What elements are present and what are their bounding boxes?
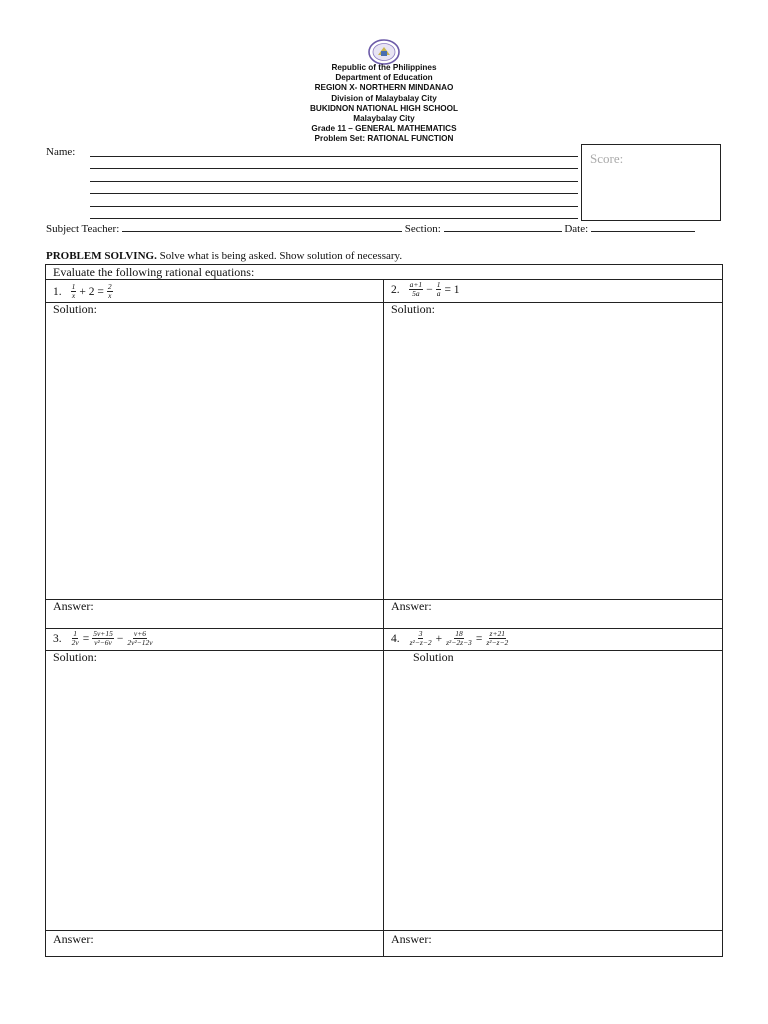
operator: − [116, 632, 124, 645]
row-divider [45, 628, 723, 629]
numerator: a+1 [409, 280, 423, 289]
denominator: v²−6v [94, 638, 112, 647]
instructions [46, 250, 402, 262]
solution-label: Solution: [53, 302, 98, 316]
subject-row [46, 222, 722, 235]
instructions-text: Solve what is being asked. Show solution of necessary. [156, 250, 403, 262]
numerator: 18 [455, 629, 463, 638]
date-label: Date: [564, 223, 589, 235]
fraction [409, 281, 424, 298]
denominator: a [436, 289, 441, 298]
denominator: z²−z−2 [486, 638, 509, 647]
denominator: 2v [71, 638, 79, 647]
denominator: 5a [412, 289, 420, 298]
operator: + 2 = [79, 285, 104, 298]
header-line: Problem Set: RATIONAL FUNCTION [314, 134, 454, 144]
fraction [485, 630, 509, 647]
score-label: Score: [590, 151, 624, 166]
row-divider [45, 302, 723, 303]
denominator: z²−z−2 [409, 638, 432, 647]
header-line: REGION X- NORTHERN MINDANAO [314, 83, 454, 93]
document-header [0, 63, 768, 145]
numerator: 1 [436, 280, 441, 289]
problem-1-equation [53, 283, 114, 300]
operator: = [82, 632, 90, 645]
answer-label: Answer: [391, 599, 432, 613]
operator: + [435, 632, 443, 645]
fraction [126, 630, 153, 647]
name-label: Name: [46, 146, 76, 158]
row-divider [45, 599, 723, 600]
deped-seal-icon [367, 39, 401, 65]
fraction [71, 630, 80, 647]
fraction [436, 281, 442, 298]
row-divider [45, 650, 723, 651]
fraction [409, 630, 433, 647]
column-divider [383, 279, 384, 957]
problem-2-equation [391, 281, 462, 298]
numerator: v+6 [133, 629, 147, 638]
denominator: 2v²−12v [127, 638, 153, 647]
table-title: Evaluate the following rational equations: [53, 265, 255, 279]
problem-table [45, 264, 723, 957]
header-line: Department of Education [335, 73, 433, 83]
operator: − [426, 283, 433, 296]
numerator: 2 [107, 282, 112, 291]
name-field-line[interactable] [90, 218, 578, 219]
answer-label: Answer: [53, 932, 94, 946]
problem-number: 3. [53, 632, 62, 645]
numerator: 3 [418, 629, 423, 638]
operator: = [475, 632, 483, 645]
header-line: Malaybalay City [353, 114, 415, 124]
section-field[interactable] [444, 222, 562, 232]
subject-teacher-field[interactable] [122, 222, 402, 232]
problem-3-equation [53, 630, 155, 647]
header-line: Grade 11 – GENERAL MATHEMATICS [311, 124, 457, 134]
problem-number: 2. [391, 283, 400, 296]
problem-number: 4. [391, 632, 400, 645]
denominator: x [108, 291, 112, 300]
fraction [107, 283, 113, 300]
fraction [445, 630, 473, 647]
row-divider [45, 930, 723, 931]
name-field-line[interactable] [90, 193, 578, 194]
instructions-heading: PROBLEM SOLVING. [46, 250, 157, 262]
fraction [92, 630, 114, 647]
operator: = 1 [444, 283, 460, 296]
problem-number: 1. [53, 285, 62, 298]
header-line: Republic of the Philippines [331, 63, 437, 72]
score-box[interactable] [581, 144, 721, 221]
subject-teacher-label: Subject Teacher: [46, 223, 120, 235]
row-divider [45, 279, 723, 280]
name-field-line[interactable] [90, 156, 578, 157]
numerator: 1 [71, 282, 76, 291]
numerator: 5v+15 [93, 629, 113, 638]
name-field-line[interactable] [90, 168, 578, 169]
name-field-line[interactable] [90, 206, 578, 207]
problem-4-equation [391, 630, 510, 647]
section-label: Section: [404, 223, 441, 235]
denominator: x [71, 291, 76, 300]
header-line: Division of Malaybalay City [331, 93, 437, 103]
header-line: BUKIDNON NATIONAL HIGH SCHOOL [310, 103, 458, 113]
numerator: 1 [73, 629, 78, 638]
numerator: z+21 [489, 629, 506, 638]
name-field-line[interactable] [90, 181, 578, 182]
denominator: z²−2z−3 [446, 638, 472, 647]
solution-label: Solution [413, 650, 454, 664]
answer-label: Answer: [391, 932, 432, 946]
answer-label: Answer: [53, 599, 94, 613]
solution-label: Solution: [53, 650, 98, 664]
date-field[interactable] [591, 222, 695, 232]
solution-label: Solution: [391, 302, 436, 316]
fraction [71, 283, 77, 300]
